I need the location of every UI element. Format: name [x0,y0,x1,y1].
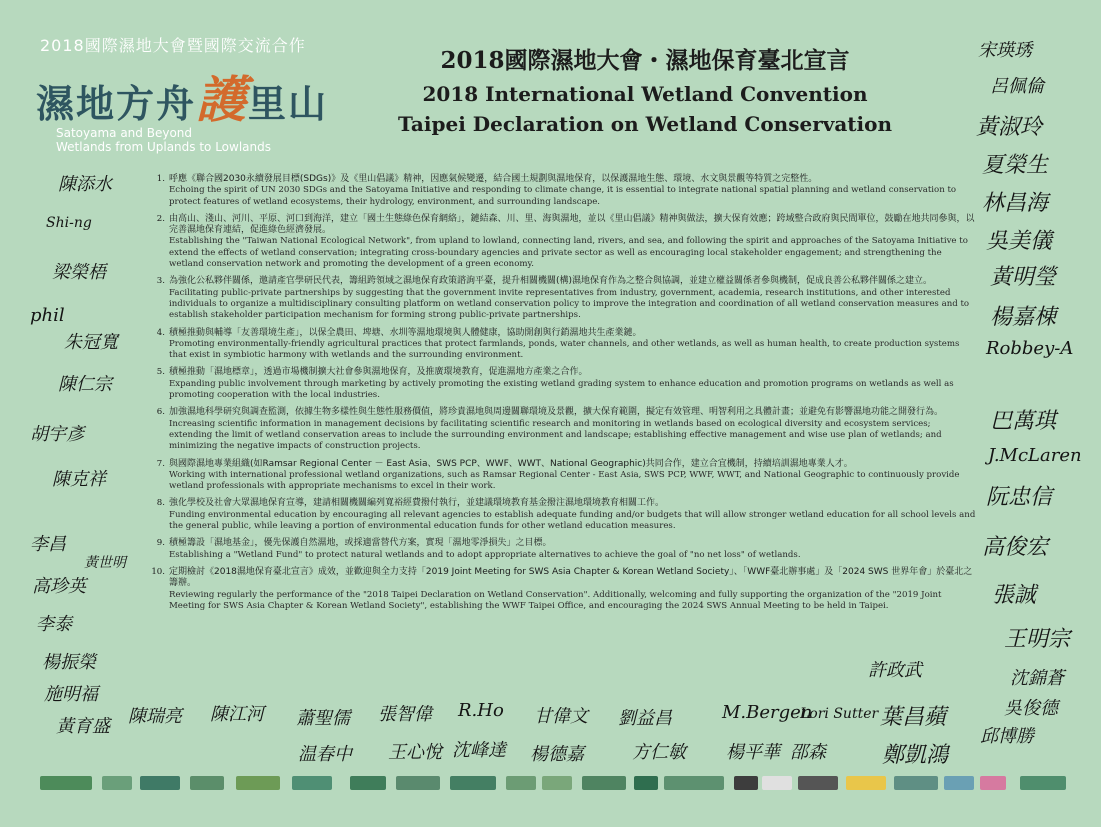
signature: 巴萬琪 [990,409,1057,434]
clause-number: 4. [156,327,165,338]
signature: 葉昌蘋 [880,705,947,730]
signature: 楊嘉棟 [990,305,1057,330]
signature: 高珍英 [32,576,86,597]
title-chinese: 2018國際濕地大會・濕地保育臺北宣言 [440,47,850,74]
signature: 楊平華 [726,742,780,763]
brand-en-line1: Satoyama and Beyond [56,126,193,140]
brand-text-2: 里山 [248,82,329,126]
clause-en: Echoing the spirit of UN 2030 SDGs and the Satoyama Initiative and responding to climate change, it is essential to integrate national spatial planning and wetland conservation to protect features of wetland ecosystems, their hydrology, environment, and surrounding landscape. [169,185,957,207]
clause-en: Expanding public involvement through marketing by actively promoting the existing wetland grading system to enhance education and promotion programs on wetlands as well as promoting cooperation with the local industries. [169,378,954,401]
signature: Robbey-A [986,338,1074,359]
signature: 李昌 [30,534,66,555]
clause-zh: 與國際濕地專業組織(如Ramsar Regional Center － East Asia、SWS PCP、WWF、WWT、National Geographic)共同合作，建立合宜機制，持續培訓濕地專業人才。 [169,458,853,469]
signature: 陳仁宗 [58,374,112,395]
signature: 陳添水 [58,174,112,195]
clause-8 [148,498,976,532]
signature: phil [30,305,65,326]
signature: 黃育盛 [56,716,110,737]
signature: M.Bergen [722,702,813,723]
clause-7 [148,459,976,493]
signature: R.Ho [458,700,504,721]
signature: 鄭凱鴻 [882,743,949,768]
signature: 夏榮生 [982,153,1049,178]
clause-en: Working with international professional wetland organizations, such as Ramsar Regional Center - East Asia, SWS PCP, WWF, WWT, and National Geographic to continuously provide wetland professionals with appropriate mechanisms to excel in their work. [169,469,960,492]
signature: Shi-ng [46,215,92,231]
brand-highlight: 護 [196,71,249,129]
signature: 方仁敏 [632,742,686,763]
sponsor-logo [40,776,92,790]
signature: 林昌海 [982,191,1049,216]
clause-number: 6. [156,407,165,418]
brand-en-line2: Wetlands from Uplands to Lowlands [56,140,271,154]
clause-4 [148,328,976,362]
title-english-line1: 2018 International Wetland Convention [422,82,868,106]
signature: 黃世明 [84,555,126,571]
sponsor-logo [542,776,572,790]
clause-zh: 積極籌設「濕地基金」，優先保護自然濕地，或採適當替代方案，實現「濕地零淨損失」之目標。 [169,538,552,549]
signature: 楊振榮 [42,652,96,673]
clause-number: 8. [156,498,165,509]
clause-1 [148,174,976,208]
sponsor-logo [664,776,724,790]
signature: 楊德嘉 [530,744,584,765]
signature: 施明福 [44,684,98,705]
sponsor-logo [944,776,974,790]
clause-en: Establishing the "Taiwan National Ecological Network", from upland to lowland, connecting land, rivers, and sea, and following the spirit and approaches of the Satoyama Initiative to extend the effects of wetland conservation; integrating cross-boundary agencies and private sector as well as encouraging local stakeholder engagement; and strengthening the wetland conservation network and promoting the development of a green economy. [169,236,968,270]
clause-6 [148,407,976,452]
signature: 高俊宏 [982,535,1049,560]
signature: 邵森 [790,742,826,763]
signature: 李泰 [36,614,72,635]
signature: 黃明瑩 [990,265,1057,290]
clause-zh: 積極推動「濕地標章」，透過市場機制擴大社會參與濕地保育，及推廣環境教育，促進濕地方產業之合作。 [169,367,588,378]
clause-number: 1. [156,174,165,184]
signature: 沈峰達 [452,740,506,761]
signature: 黃淑玲 [976,115,1043,140]
signature: 王明宗 [1004,627,1071,652]
sponsor-logo [798,776,838,790]
clause-2 [148,214,976,270]
signature: 胡宇彥 [30,424,84,445]
clause-zh: 加強濕地科學研究與調查監測，依據生物多樣性與生態性服務價值，將珍貴濕地與周邊關聯環境及景觀，擴大保育範圍，擬定有效管理、明智利用之具體計畫；並避免有影響濕地功能之開發行為。 [169,407,944,418]
clause-3 [148,276,976,321]
clause-number: 7. [156,458,165,469]
signature: 沈錦蒼 [1010,668,1064,689]
sponsor-logo [980,776,1006,790]
signature: 邱博勝 [980,726,1034,747]
sponsor-logo [894,776,938,790]
clause-en: Increasing scientific information in management decisions by facilitating scientific research and monitoring in wetlands based on ecological diversity and ecosystem services; extending the limit of wetland conservation areas to include the surrounding environment and landscape; establishing effective management and wise use plan of wetlands; and minimizing the negative impacts of construction projects. [169,418,942,452]
signature: 劉益昌 [618,708,672,729]
sponsor-logo [102,776,132,790]
brand-english [56,126,271,154]
signature: 張智偉 [378,704,432,725]
clause-10 [148,567,976,612]
signature: 宋瑛琇 [978,40,1032,61]
brand-text-1: 濕地方舟 [36,82,197,126]
clause-zh: 定期檢討《2018濕地保育臺北宣言》成效，並歡迎與全力支持「2019 Joint Meeting for SWS Asia Chapter & Korean Wetland Society」、「WWF臺北辦事處」及「2024 SWS 世界年會」於臺北之籌辦。 [169,566,973,589]
sponsor-logo [506,776,536,790]
clause-number: 5. [156,367,165,378]
title-english-line2: Taipei Declaration on Wetland Conservation [397,112,893,136]
clause-zh: 強化學校及社會大眾濕地保育宣導，建請相關機關編列寬裕經費撥付執行，並建議環境教育基金撥注濕地環境教育相關工作。 [169,498,665,509]
signature: 陳江河 [210,704,264,725]
sponsor-logo [734,776,758,790]
signature: Lori Sutter [800,706,879,722]
signature: 吳美儀 [986,229,1053,254]
signature: 呂佩倫 [990,76,1044,97]
sponsor-logo [846,776,886,790]
brand-logo [36,60,328,132]
clause-5 [148,367,976,401]
signature: 許政武 [868,660,922,681]
sponsor-logo [582,776,626,790]
clause-zh: 積極推動與輔導「友善環境生產」，以保全農田、埤塘、水圳等濕地環境與人體健康，協助開創與行銷濕地共生產業鏈。 [169,327,642,338]
clause-zh: 為強化公私夥伴關係，邀請產官學研民代表，籌組跨領域之濕地保育政策諮詢平臺，提升相關機關(構)濕地保育作為之整合與協調，並建立權益關係者參與機制，促成良善公私夥伴關係之建立。 [169,276,933,287]
sponsor-logo [236,776,280,790]
signature: 温春中 [298,744,352,765]
clause-en: Facilitating public-private partnerships by suggesting that the government invite representatives from industry, government, academia, research institutions, and other interested individuals to organize a multidisciplinary consulting platform on wetland conservation policy to improve the integration and coordination of all wetland conservation measures and to establish stakeholder participation mechanism for forming strong public-private partnerships. [169,287,970,321]
clause-number: 10. [151,566,165,577]
clause-en: Promoting environmentally-friendly agricultural practices that protect farmlands, ponds, water channels, and other wetlands, as well as human health, to create production systems that exist in symbiotic harmony with wetlands and the surrounding environment. [169,338,960,361]
declaration-clauses [148,174,976,618]
signature: 吳俊德 [1004,698,1058,719]
clause-number: 3. [156,276,165,287]
signature: 陳克祥 [52,469,106,490]
sponsor-logo [190,776,224,790]
signature: 蕭聖儒 [296,708,350,729]
sponsor-logos [40,768,1070,800]
sponsor-logo [450,776,496,790]
event-subtitle: 2018國際濕地大會暨國際交流合作 [40,36,306,55]
sponsor-logo [1020,776,1066,790]
signature: 張誠 [992,583,1037,608]
signature: 朱冠寬 [64,332,118,353]
sponsor-logo [396,776,440,790]
clause-zh: 由高山、淺山、河川、平原、河口到海洋，建立「國土生態綠色保育網絡」，鏈結森、川、里、海與濕地，並以《里山倡議》精神與做法，擴大保育效應；跨域整合政府與民間單位，鼓勵在地共同參與，以完善濕地保育連結，促進綠色經濟發展。 [169,213,975,236]
signature: 阮忠信 [986,485,1053,510]
signature: J.McLaren [988,445,1082,466]
sponsor-logo [634,776,658,790]
signature: 梁榮梧 [52,262,106,283]
clause-en: Funding environmental education by encouraging all relevant agencies to establish adequate funding and/or budgets that will allow stronger wetland education for all school levels and the general public, while leaving a portion of environmental education funds for other wetland education measures. [169,509,976,532]
sponsor-logo [762,776,792,790]
signature: 甘偉文 [534,706,588,727]
clause-9 [148,538,976,561]
clause-en: Reviewing regularly the performance of the "2018 Taipei Declaration on Wetland Conservation". Additionally, welcoming and fully supporting the organization of the "2019 Joint Meeting for SWS Asia Chapter & Korean Wetland Society", establishing the WWF Taipei Office, and encouraging the 2024 SWS Annual Meeting to be held in Taipei. [169,589,942,611]
clause-zh: 呼應《聯合國2030永續發展目標(SDGs)》及《里山倡議》精神，因應氣候變遷，結合國土規劃與濕地保育，以保護濕地生態、環境、水文與景觀等特質之完整性。 [169,174,818,184]
clause-number: 9. [156,538,165,549]
sponsor-logo [292,776,332,790]
clause-number: 2. [156,213,165,224]
sponsor-logo [140,776,180,790]
clause-en: Establishing a "Wetland Fund" to protect natural wetlands and to adopt appropriate alternatives to achieve the goal of "no net loss" of wetlands. [169,549,801,560]
signature: 王心悅 [388,742,442,763]
sponsor-logo [350,776,386,790]
signature: 陳瑞亮 [128,706,182,727]
